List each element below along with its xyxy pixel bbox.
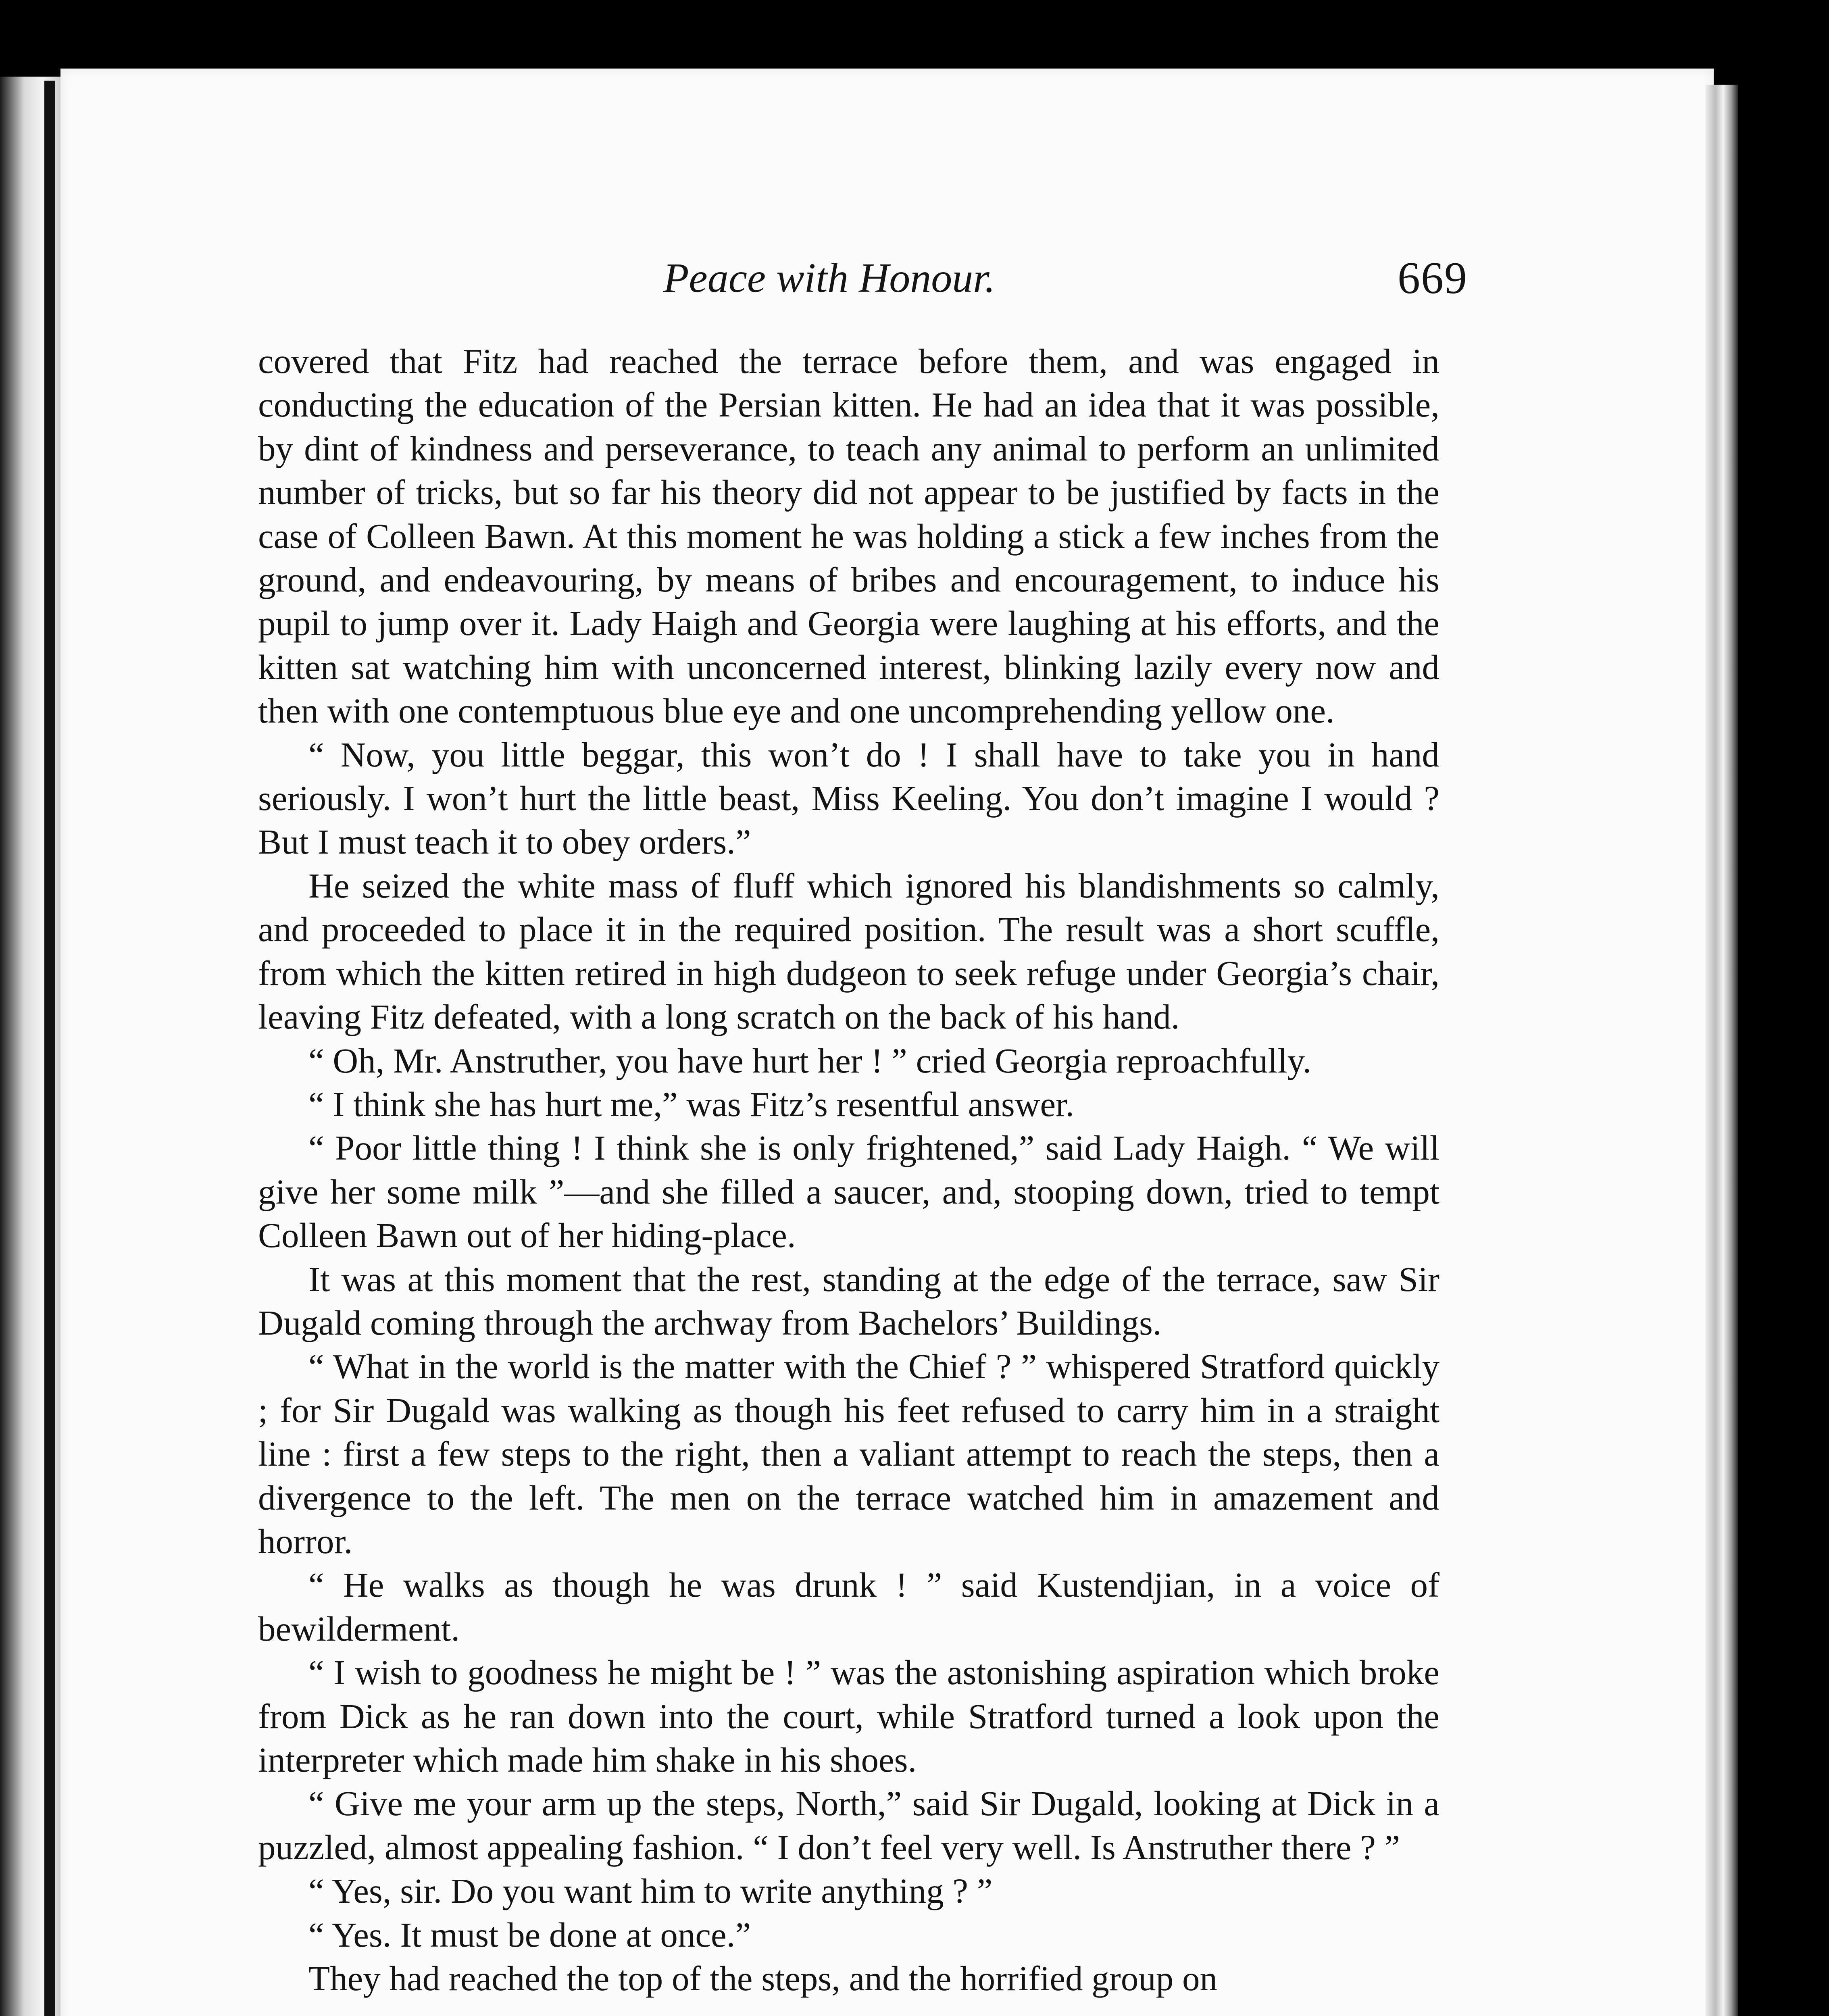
paragraph-12: “ Yes, sir. Do you want him to write anything ? ” xyxy=(308,1871,993,1911)
paragraph-8: “ What in the world is the matter with the Chief ? ” whispered Stratford quickly ; for Sir Dugald was walking as though his feet refused to carry him in a straight line : first a few steps to the right, then a valiant attempt to reach the steps, then a divergence to the left. The men on the terrace watched him in amazement and horror. xyxy=(258,1347,1439,1561)
paragraph-1: covered that Fitz had reached the terrace before them, and was engaged in conducting the education of the Persian kitten. He had an idea that it was possible, by dint of kindness and perseverance, to teach any animal to perform an unlimited number of tricks, but so far his theory did not appear to be justified by facts in the case of Colleen Bawn. At this moment he was holding a stick a few inches from the ground, and endeavouring, by means of bribes and encouragement, to induce his pupil to jump over it. Lady Haigh and Georgia were laughing at his efforts, and the kitten sat watching him with unconcerned interest, blinking lazily every now and then with one contemptuous blue eye and one uncomprehending yellow one. xyxy=(258,342,1439,731)
page-header xyxy=(258,250,1468,306)
paragraph-5: “ I think she has hurt me,” was Fitz’s resentful answer. xyxy=(308,1084,1075,1124)
page-number: 669 xyxy=(1398,253,1468,303)
page-right-edge xyxy=(1706,85,1738,2016)
paragraph-7: It was at this moment that the rest, standing at the edge of the terrace, saw Sir Dugald coming through the archway from Bachelors’ Buildings. xyxy=(258,1259,1439,1342)
paragraph-4: “ Oh, Mr. Anstruther, you have hurt her ! ” cried Georgia reproachfully. xyxy=(308,1041,1312,1080)
paragraph-11: “ Give me your arm up the steps, North,” said Sir Dugald, looking at Dick in a puzzled, almost appealing fashion. “ I don’t feel very well. Is Anstruther there ? ” xyxy=(258,1784,1439,1867)
running-head: Peace with Honour. xyxy=(663,255,996,301)
paragraph-3: He seized the white mass of fluff which ignored his blandishments so calmly, and proceeded to place it in the required position. The result was a short scuffle, from which the kitten retired in high dudgeon to seek refuge under Georgia’s chair, leaving Fitz defeated, with a long scratch on the back of his hand. xyxy=(258,866,1439,1037)
paragraph-10: “ I wish to goodness he might be ! ” was the astonishing aspiration which broke from Dick as he ran down into the court, while Stratford turned a look upon the interpreter which made him shake in his shoes. xyxy=(258,1653,1439,1779)
paragraph-9: “ He walks as though he was drunk ! ” said Kustendjian, in a voice of bewilderment. xyxy=(258,1565,1439,1648)
paragraph-13: “ Yes. It must be done at once.” xyxy=(308,1915,751,1954)
paragraph-2: “ Now, you little beggar, this won’t do ! I shall have to take you in hand seriously. I won’t hurt the little beast, Miss Keeling. You don’t imagine I would ? But I must teach it to obey orders.” xyxy=(258,735,1439,862)
paragraph-14: They had reached the top of the steps, and the horrified group on xyxy=(308,1959,1218,1998)
paragraph-6: “ Poor little thing ! I think she is only frightened,” said Lady Haigh. “ We will give her some milk ”—and she filled a saucer, and, stooping down, tried to tempt Colleen Bawn out of her hiding-place. xyxy=(258,1128,1439,1255)
body-text xyxy=(258,339,1439,2000)
book-spine-shadow xyxy=(44,81,55,2016)
